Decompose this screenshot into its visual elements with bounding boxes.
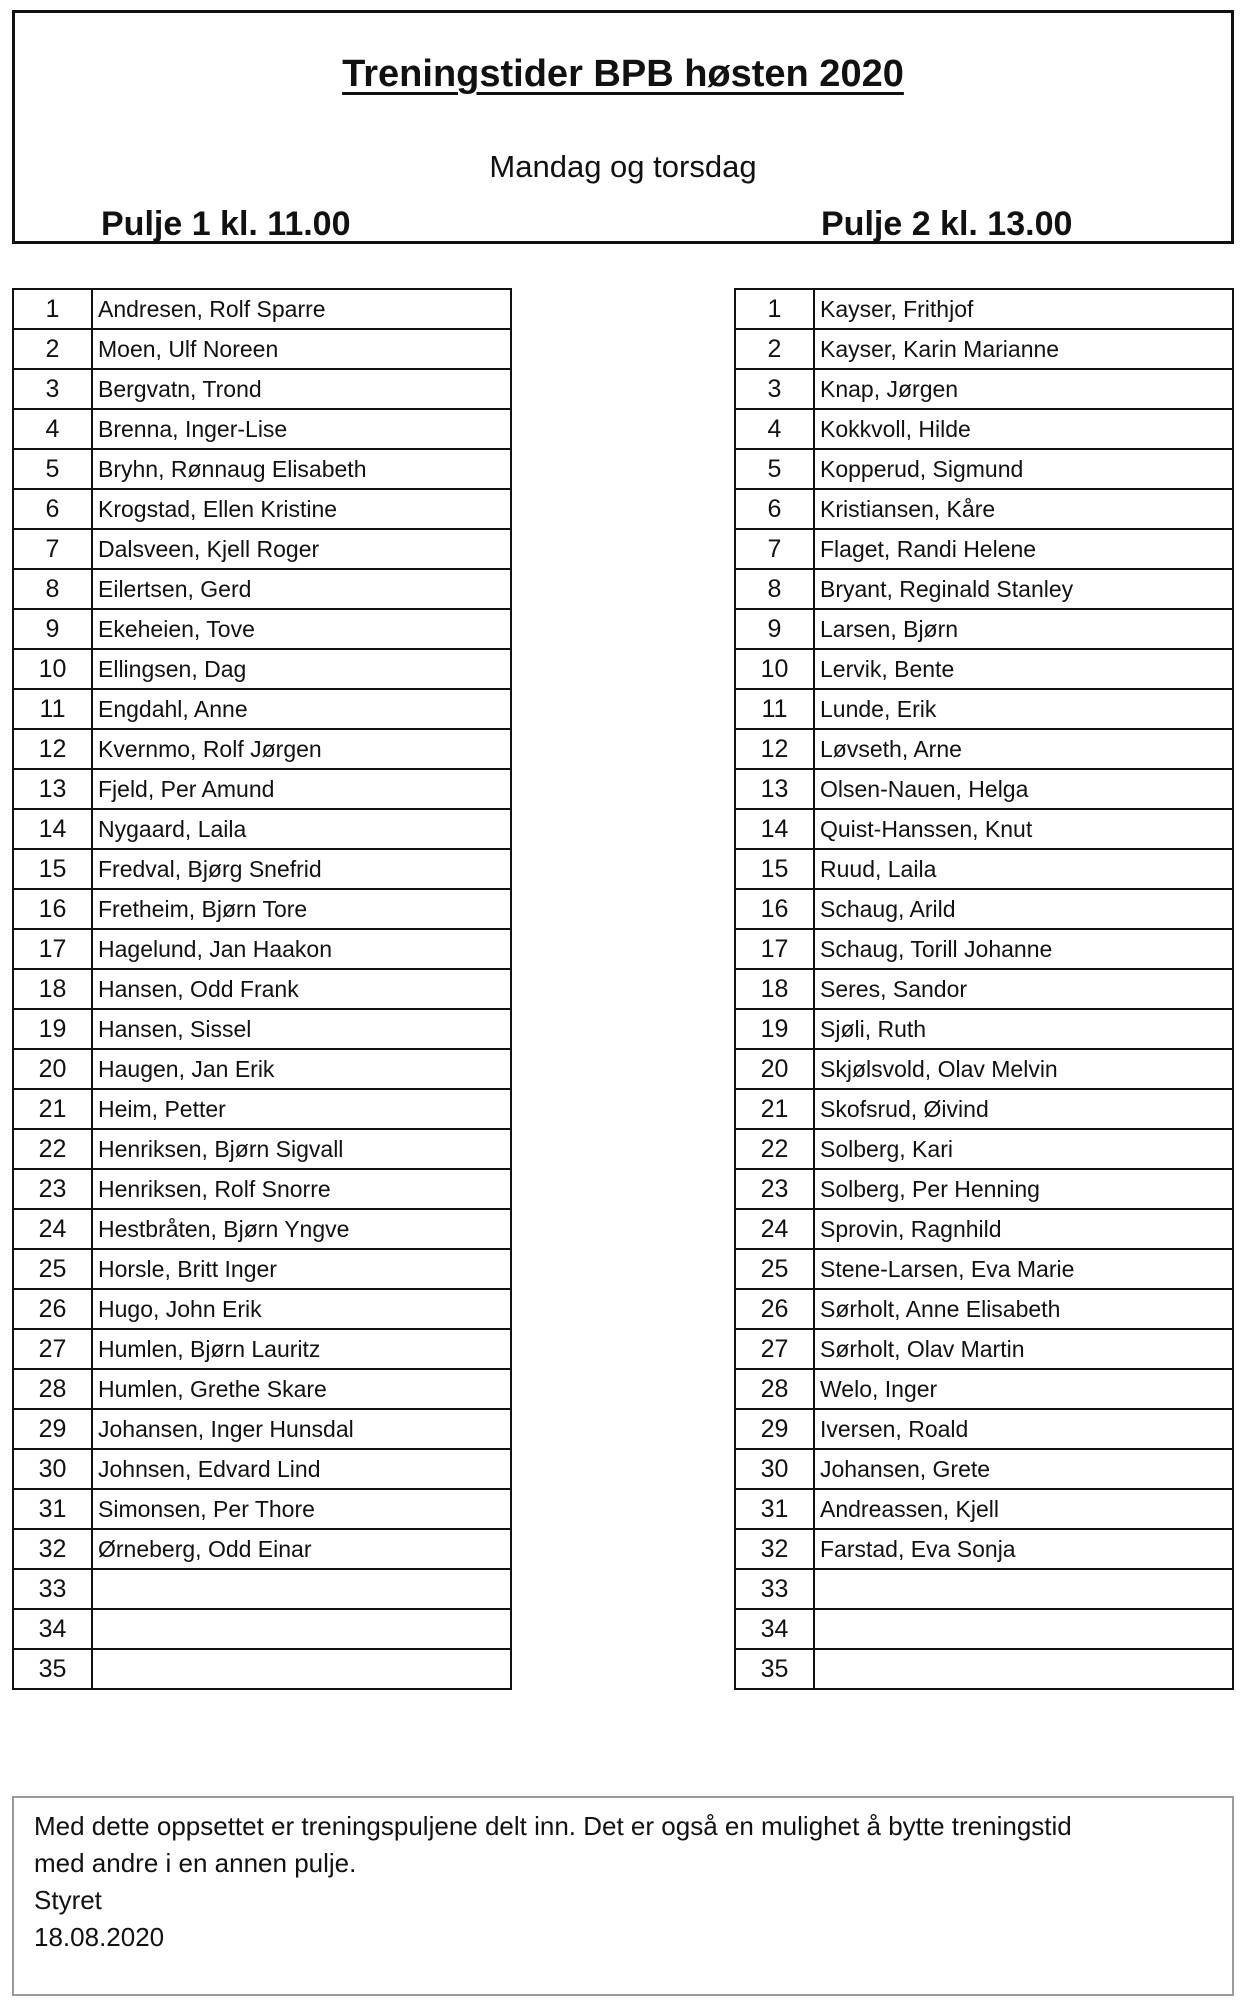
table-row	[13, 1449, 511, 1489]
table-row	[13, 489, 511, 529]
table-row	[735, 809, 1233, 849]
row-number: 26	[735, 1289, 814, 1329]
participant-name: Kokkvoll, Hilde	[814, 409, 1233, 449]
table-row	[13, 689, 511, 729]
participant-name: Kopperud, Sigmund	[814, 449, 1233, 489]
table-row	[13, 769, 511, 809]
table-row	[13, 1609, 511, 1649]
participant-name: Fretheim, Bjørn Tore	[92, 889, 511, 929]
header-box	[12, 10, 1234, 244]
row-number: 14	[735, 809, 814, 849]
row-number: 30	[735, 1449, 814, 1489]
table-row	[13, 1489, 511, 1529]
table-row	[13, 849, 511, 889]
row-number: 25	[735, 1249, 814, 1289]
participant-name: Simonsen, Per Thore	[92, 1489, 511, 1529]
table-row	[735, 1649, 1233, 1689]
table-row	[13, 1089, 511, 1129]
note-line-1: Med dette oppsettet er treningspuljene delt inn. Det er også en mulighet å bytte treningstid	[34, 1811, 1072, 1841]
participant-name: Skjølsvold, Olav Melvin	[814, 1049, 1233, 1089]
participant-name: Eilertsen, Gerd	[92, 569, 511, 609]
table-row	[735, 1369, 1233, 1409]
row-number: 9	[13, 609, 92, 649]
row-number: 5	[735, 449, 814, 489]
participant-name: Bergvatn, Trond	[92, 369, 511, 409]
participant-name: Solberg, Per Henning	[814, 1169, 1233, 1209]
row-number: 2	[13, 329, 92, 369]
row-number: 3	[13, 369, 92, 409]
participant-name: Johnsen, Edvard Lind	[92, 1449, 511, 1489]
participant-name: Engdahl, Anne	[92, 689, 511, 729]
pool1-heading: Pulje 1 kl. 11.00	[101, 205, 351, 243]
participant-name	[92, 1569, 511, 1609]
participant-name: Welo, Inger	[814, 1369, 1233, 1409]
note-box	[12, 1796, 1234, 1996]
row-number: 24	[735, 1209, 814, 1249]
table-row	[735, 1449, 1233, 1489]
table-row	[735, 1609, 1233, 1649]
table-row	[735, 329, 1233, 369]
table-row	[735, 449, 1233, 489]
pool2-table	[734, 288, 1234, 1690]
participant-name: Heim, Petter	[92, 1089, 511, 1129]
participant-name: Sørholt, Olav Martin	[814, 1329, 1233, 1369]
row-number: 27	[13, 1329, 92, 1369]
table-row	[13, 729, 511, 769]
table-row	[13, 289, 511, 329]
table-row	[13, 929, 511, 969]
row-number: 22	[13, 1129, 92, 1169]
table-row	[13, 1169, 511, 1209]
row-number: 20	[735, 1049, 814, 1089]
participant-name: Moen, Ulf Noreen	[92, 329, 511, 369]
table-row	[735, 609, 1233, 649]
table-row	[735, 489, 1233, 529]
participant-name: Knap, Jørgen	[814, 369, 1233, 409]
participant-name: Schaug, Arild	[814, 889, 1233, 929]
table-row	[735, 369, 1233, 409]
row-number: 7	[735, 529, 814, 569]
participant-name: Dalsveen, Kjell Roger	[92, 529, 511, 569]
table-row	[735, 969, 1233, 1009]
row-number: 34	[13, 1609, 92, 1649]
row-number: 4	[735, 409, 814, 449]
row-number: 30	[13, 1449, 92, 1489]
table-row	[13, 1049, 511, 1089]
table-row	[735, 1329, 1233, 1369]
row-number: 24	[13, 1209, 92, 1249]
note-signature: Styret	[34, 1885, 102, 1915]
table-row	[13, 369, 511, 409]
table-row	[13, 1409, 511, 1449]
participant-name: Hagelund, Jan Haakon	[92, 929, 511, 969]
table-row	[735, 1209, 1233, 1249]
table-row	[13, 809, 511, 849]
row-number: 28	[735, 1369, 814, 1409]
participant-name: Johansen, Grete	[814, 1449, 1233, 1489]
participant-name: Hugo, John Erik	[92, 1289, 511, 1329]
table-row	[13, 529, 511, 569]
row-number: 14	[13, 809, 92, 849]
table-row	[735, 289, 1233, 329]
table-row	[735, 529, 1233, 569]
participant-name: Andreassen, Kjell	[814, 1489, 1233, 1529]
row-number: 32	[735, 1529, 814, 1569]
table-row	[735, 649, 1233, 689]
participant-name: Horsle, Britt Inger	[92, 1249, 511, 1289]
table-row	[735, 1089, 1233, 1129]
row-number: 33	[13, 1569, 92, 1609]
row-number: 19	[13, 1009, 92, 1049]
participant-name: Stene-Larsen, Eva Marie	[814, 1249, 1233, 1289]
participant-name: Fredval, Bjørg Snefrid	[92, 849, 511, 889]
table-row	[735, 1569, 1233, 1609]
participant-name: Hansen, Sissel	[92, 1009, 511, 1049]
table-row	[13, 1009, 511, 1049]
table-row	[13, 1209, 511, 1249]
table-row	[13, 1529, 511, 1569]
row-number: 5	[13, 449, 92, 489]
participant-name: Farstad, Eva Sonja	[814, 1529, 1233, 1569]
row-number: 21	[735, 1089, 814, 1129]
table-row	[13, 1289, 511, 1329]
participant-name: Fjeld, Per Amund	[92, 769, 511, 809]
row-number: 23	[13, 1169, 92, 1209]
participant-name: Humlen, Bjørn Lauritz	[92, 1329, 511, 1369]
table-row	[735, 1289, 1233, 1329]
row-number: 15	[13, 849, 92, 889]
row-number: 19	[735, 1009, 814, 1049]
participant-name: Olsen-Nauen, Helga	[814, 769, 1233, 809]
row-number: 33	[735, 1569, 814, 1609]
participant-name: Sjøli, Ruth	[814, 1009, 1233, 1049]
row-number: 1	[735, 289, 814, 329]
participant-name: Ellingsen, Dag	[92, 649, 511, 689]
row-number: 17	[13, 929, 92, 969]
row-number: 7	[13, 529, 92, 569]
row-number: 22	[735, 1129, 814, 1169]
row-number: 35	[13, 1649, 92, 1689]
participant-name: Andresen, Rolf Sparre	[92, 289, 511, 329]
row-number: 10	[13, 649, 92, 689]
participant-name	[814, 1569, 1233, 1609]
table-row	[13, 569, 511, 609]
row-number: 16	[13, 889, 92, 929]
table-row	[13, 449, 511, 489]
table-row	[735, 1169, 1233, 1209]
table-row	[13, 1649, 511, 1689]
participant-name: Seres, Sandor	[814, 969, 1233, 1009]
participant-name: Bryhn, Rønnaug Elisabeth	[92, 449, 511, 489]
row-number: 6	[735, 489, 814, 529]
participant-name	[814, 1649, 1233, 1689]
participant-name: Solberg, Kari	[814, 1129, 1233, 1169]
table-row	[735, 689, 1233, 729]
table-row	[13, 1329, 511, 1369]
participant-name	[92, 1609, 511, 1649]
pool1-table-body	[13, 289, 511, 1689]
table-row	[13, 1369, 511, 1409]
table-row	[735, 1129, 1233, 1169]
note-date: 18.08.2020	[34, 1922, 165, 1952]
row-number: 31	[13, 1489, 92, 1529]
participant-name: Krogstad, Ellen Kristine	[92, 489, 511, 529]
table-row	[735, 1409, 1233, 1449]
participant-name	[92, 1649, 511, 1689]
participant-name: Hestbråten, Bjørn Yngve	[92, 1209, 511, 1249]
row-number: 26	[13, 1289, 92, 1329]
row-number: 2	[735, 329, 814, 369]
table-row	[735, 569, 1233, 609]
row-number: 23	[735, 1169, 814, 1209]
row-number: 8	[735, 569, 814, 609]
row-number: 27	[735, 1329, 814, 1369]
participant-name: Ekeheien, Tove	[92, 609, 511, 649]
participant-name: Schaug, Torill Johanne	[814, 929, 1233, 969]
row-number: 9	[735, 609, 814, 649]
participant-name: Lunde, Erik	[814, 689, 1233, 729]
participant-name: Henriksen, Bjørn Sigvall	[92, 1129, 511, 1169]
participant-name: Ørneberg, Odd Einar	[92, 1529, 511, 1569]
row-number: 29	[13, 1409, 92, 1449]
participant-name: Løvseth, Arne	[814, 729, 1233, 769]
row-number: 18	[735, 969, 814, 1009]
pool2-heading: Pulje 2 kl. 13.00	[821, 205, 1073, 243]
row-number: 34	[735, 1609, 814, 1649]
participant-name: Kayser, Frithjof	[814, 289, 1233, 329]
table-row	[735, 1489, 1233, 1529]
table-row	[735, 1009, 1233, 1049]
table-row	[13, 1249, 511, 1289]
participant-name: Lervik, Bente	[814, 649, 1233, 689]
participant-name: Ruud, Laila	[814, 849, 1233, 889]
table-row	[735, 1249, 1233, 1289]
table-row	[735, 409, 1233, 449]
row-number: 20	[13, 1049, 92, 1089]
row-number: 4	[13, 409, 92, 449]
table-row	[13, 1569, 511, 1609]
participant-name: Kristiansen, Kåre	[814, 489, 1233, 529]
participant-name: Skofsrud, Øivind	[814, 1089, 1233, 1129]
participant-name: Nygaard, Laila	[92, 809, 511, 849]
note-line-2: med andre i en annen pulje.	[34, 1848, 357, 1878]
page-subtitle: Mandag og torsdag	[489, 149, 757, 184]
table-row	[13, 609, 511, 649]
page-title: Treningstider BPB høsten 2020	[342, 53, 904, 95]
participant-name: Kvernmo, Rolf Jørgen	[92, 729, 511, 769]
participant-name: Kayser, Karin Marianne	[814, 329, 1233, 369]
participant-name: Bryant, Reginald Stanley	[814, 569, 1233, 609]
table-row	[735, 769, 1233, 809]
participant-name: Sprovin, Ragnhild	[814, 1209, 1233, 1249]
participant-name: Brenna, Inger-Lise	[92, 409, 511, 449]
row-number: 21	[13, 1089, 92, 1129]
table-row	[735, 1529, 1233, 1569]
pool2-table-body	[735, 289, 1233, 1689]
row-number: 15	[735, 849, 814, 889]
table-row	[13, 969, 511, 1009]
participant-name: Henriksen, Rolf Snorre	[92, 1169, 511, 1209]
table-row	[13, 409, 511, 449]
row-number: 13	[13, 769, 92, 809]
row-number: 11	[13, 689, 92, 729]
table-row	[13, 1129, 511, 1169]
row-number: 25	[13, 1249, 92, 1289]
participant-name	[814, 1609, 1233, 1649]
table-row	[13, 889, 511, 929]
participant-name: Haugen, Jan Erik	[92, 1049, 511, 1089]
participant-name: Johansen, Inger Hunsdal	[92, 1409, 511, 1449]
table-row	[13, 329, 511, 369]
table-row	[735, 1049, 1233, 1089]
row-number: 10	[735, 649, 814, 689]
row-number: 18	[13, 969, 92, 1009]
row-number: 29	[735, 1409, 814, 1449]
row-number: 12	[735, 729, 814, 769]
row-number: 6	[13, 489, 92, 529]
table-row	[735, 929, 1233, 969]
row-number: 16	[735, 889, 814, 929]
row-number: 31	[735, 1489, 814, 1529]
participant-name: Iversen, Roald	[814, 1409, 1233, 1449]
table-row	[735, 889, 1233, 929]
row-number: 35	[735, 1649, 814, 1689]
row-number: 17	[735, 929, 814, 969]
table-row	[735, 729, 1233, 769]
row-number: 12	[13, 729, 92, 769]
table-row	[735, 849, 1233, 889]
participant-name: Humlen, Grethe Skare	[92, 1369, 511, 1409]
table-row	[13, 649, 511, 689]
participant-name: Larsen, Bjørn	[814, 609, 1233, 649]
row-number: 13	[735, 769, 814, 809]
row-number: 8	[13, 569, 92, 609]
participant-name: Sørholt, Anne Elisabeth	[814, 1289, 1233, 1329]
participant-name: Quist-Hanssen, Knut	[814, 809, 1233, 849]
pool1-table	[12, 288, 512, 1690]
participant-name: Hansen, Odd Frank	[92, 969, 511, 1009]
row-number: 32	[13, 1529, 92, 1569]
participant-name: Flaget, Randi Helene	[814, 529, 1233, 569]
row-number: 11	[735, 689, 814, 729]
row-number: 3	[735, 369, 814, 409]
row-number: 28	[13, 1369, 92, 1409]
row-number: 1	[13, 289, 92, 329]
